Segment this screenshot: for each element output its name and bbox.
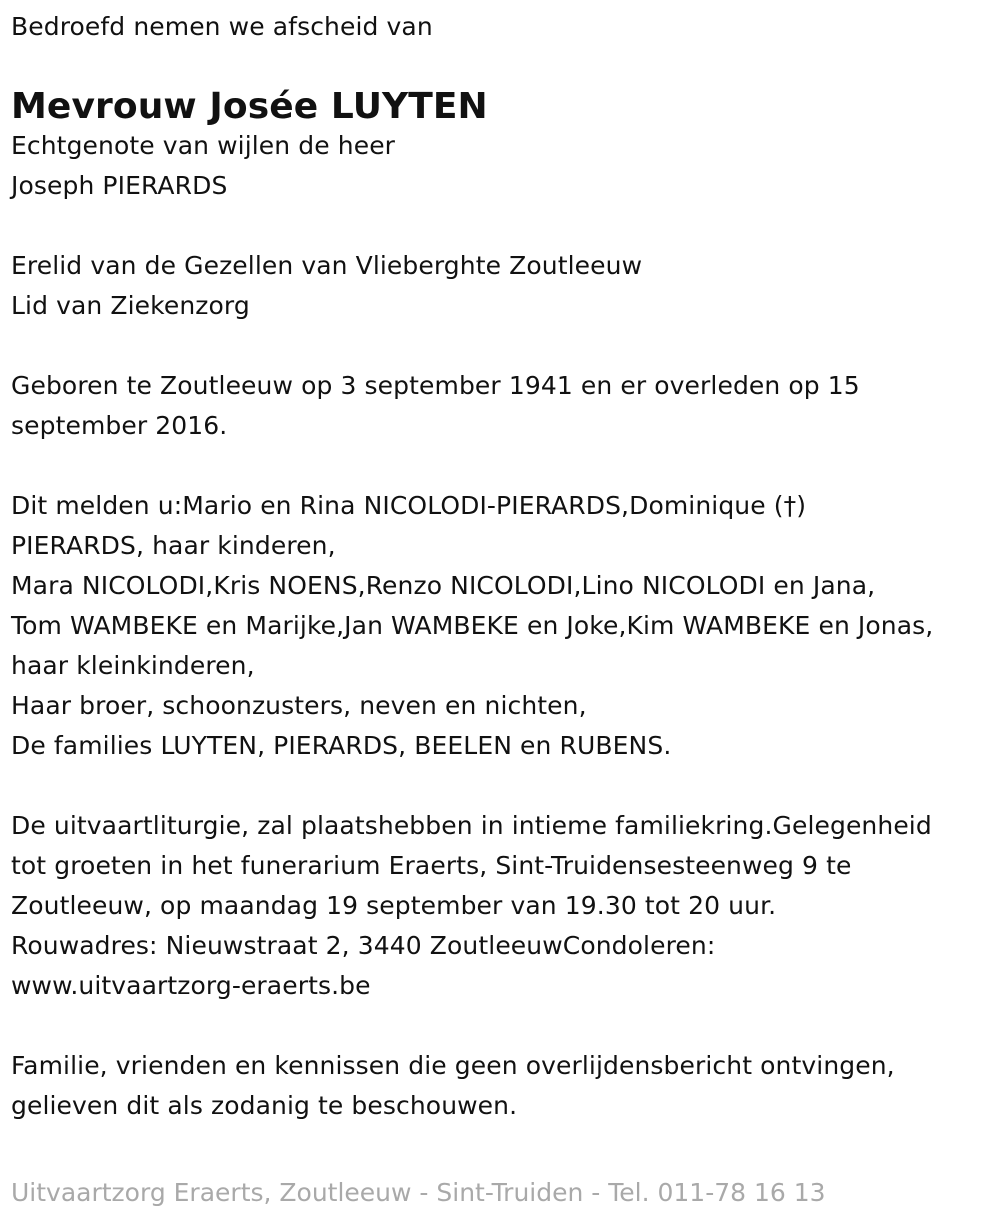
announcer-line: haar kleinkinderen, [11,651,255,680]
announcer-line: Haar broer, schoonzusters, neven en nichten, [11,691,587,720]
funeral-info-line: Zoutleeuw, op maandag 19 september van 19.30 tot 20 uur. [11,891,777,920]
funeral-info-line: De uitvaartliturgie, zal plaatshebben in intieme familiekring.Gelegenheid [11,811,932,840]
announcer-line: Tom WAMBEKE en Marijke,Jan WAMBEKE en Joke,Kim WAMBEKE en Jonas, [11,611,934,640]
condolence-url: www.uitvaartzorg-eraerts.be [11,971,371,1000]
funeral-info-line: Rouwadres: Nieuwstraat 2, 3440 ZoutleeuwCondoleren: [11,931,716,960]
funeral-home-footer: Uitvaartzorg Eraerts, Zoutleeuw - Sint-Truiden - Tel. 011-78 16 13 [11,1178,826,1207]
spouse-line-1: Echtgenote van wijlen de heer [11,131,396,160]
announcer-line: PIERARDS, haar kinderen, [11,531,336,560]
spacer [11,326,996,366]
birth-death-line-2: september 2016. [11,411,228,440]
birth-death-line-1: Geboren te Zoutleeuw op 3 september 1941 en er overleden op 15 [11,371,860,400]
funeral-info-line: tot groeten in het funerarium Eraerts, Sint-Truidensesteenweg 9 te [11,851,852,880]
announcer-line: Mara NICOLODI,Kris NOENS,Renzo NICOLODI,Lino NICOLODI en Jana, [11,571,876,600]
announcer-line: De families LUYTEN, PIERARDS, BEELEN en RUBENS. [11,731,672,760]
spacer [11,766,996,806]
spacer [11,446,996,486]
spacer [11,1006,996,1046]
announcer-line: Dit melden u:Mario en Rina NICOLODI-PIERARDS,Dominique (†) [11,491,807,520]
intro-text: Bedroefd nemen we afscheid van [11,12,433,41]
spouse-line-2: Joseph PIERARDS [11,171,228,200]
death-notice [11,7,996,1126]
membership-line: Lid van Ziekenzorg [11,291,250,320]
deceased-name: Mevrouw Josée LUYTEN [11,86,488,127]
membership-line: Erelid van de Gezellen van Vlieberghte Zoutleeuw [11,251,643,280]
closing-line: gelieven dit als zodanig te beschouwen. [11,1091,518,1120]
spacer [11,206,996,246]
closing-line: Familie, vrienden en kennissen die geen overlijdensbericht ontvingen, [11,1051,895,1080]
